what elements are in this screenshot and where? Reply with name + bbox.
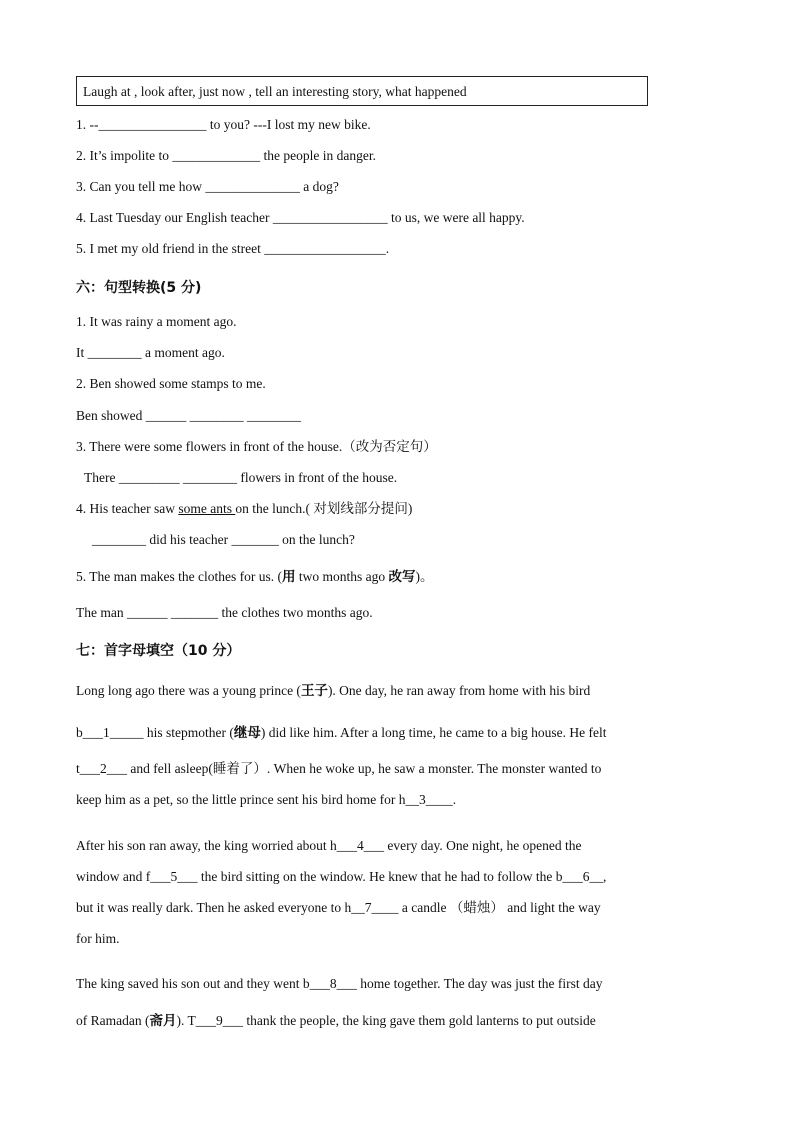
fill-in-item-1: 1. --________________ to you? ---I lost my new bike. xyxy=(76,117,371,132)
passage-line-3: t___2___ and fell asleep(睡着了）. When he woke up, he saw a monster. The monster wanted to xyxy=(76,761,602,776)
fill-in-item-2: 2. It’s impolite to _____________ the people in danger. xyxy=(76,148,376,163)
fill-in-item-5: 5. I met my old friend in the street __________________. xyxy=(76,241,390,256)
passage-line-4: keep him as a pet, so the little prince sent his bird home for h__3____. xyxy=(76,792,457,807)
passage-p2-line-4: for him. xyxy=(76,931,120,946)
word-bank-box xyxy=(76,76,648,106)
transform-q3: 3. There were some flowers in front of the house.（改为否定句） xyxy=(76,439,437,454)
passage-p3-line-1: The king saved his son out and they went b___8___ home together. The day was just the first day xyxy=(76,976,603,991)
transform-q2: 2. Ben showed some stamps to me. xyxy=(76,376,266,391)
section-6-heading: 六：句型转换(5 分) xyxy=(76,280,202,296)
transform-q4: 4. His teacher saw some ants on the lunch.( 对划线部分提问) xyxy=(76,501,413,516)
transform-a5: The man ______ _______ the clothes two months ago. xyxy=(76,605,373,620)
transform-q1: 1. It was rainy a moment ago. xyxy=(76,314,237,329)
transform-a1: It ________ a moment ago. xyxy=(76,345,225,360)
passage-p3-line-2: of Ramadan (斋月). T___9___ thank the people, the king gave them gold lanterns to put outside xyxy=(76,1013,596,1028)
passage-paragraph-1b xyxy=(76,717,718,748)
fill-in-item-4: 4. Last Tuesday our English teacher _________________ to us, we were all happy. xyxy=(76,210,525,225)
passage-paragraph-1 xyxy=(76,675,718,706)
passage-p2-line-2: window and f___5___ the bird sitting on the window. He knew that he had to follow the b___6__, xyxy=(76,869,607,884)
passage-line: b___1_____ his stepmother (继母) did like him. After a long time, he came to a big house. He felt xyxy=(76,725,607,740)
passage-p2-line-1: After his son ran away, the king worried about h___4___ every day. One night, he opened the xyxy=(76,838,582,853)
passage-line: Long long ago there was a young prince (王子). One day, he ran away from home with his bird xyxy=(76,683,591,698)
word-bank-text: Laugh at , look after, just now , tell an interesting story, what happened xyxy=(83,84,467,99)
fill-in-item-3: 3. Can you tell me how ______________ a dog? xyxy=(76,179,339,194)
transform-a3: There _________ ________ flowers in front of the house. xyxy=(84,470,398,485)
transform-a2: Ben showed ______ ________ ________ xyxy=(76,408,301,423)
transform-q5: 5. The man makes the clothes for us. (用 two months ago 改写)。 xyxy=(76,569,434,584)
underlined-phrase: some ants xyxy=(178,501,236,516)
passage-p2-line-3: but it was really dark. Then he asked everyone to h__7____ a candle （蜡烛） and light the way xyxy=(76,900,601,915)
transform-a4: ________ did his teacher _______ on the lunch? xyxy=(92,532,355,547)
section-7-heading: 七：首字母填空（10 分） xyxy=(76,643,241,659)
